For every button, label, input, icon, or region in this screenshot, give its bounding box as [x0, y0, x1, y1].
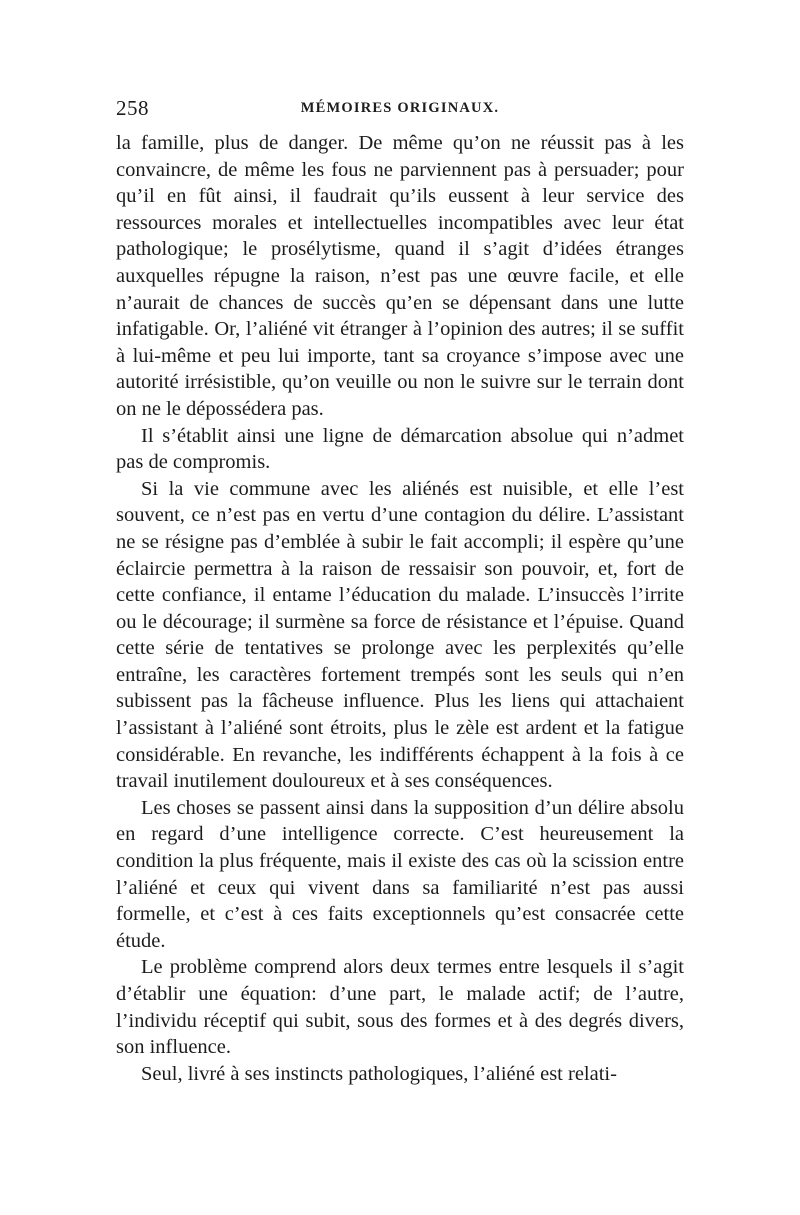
paragraph-demarcation: Il s’établit ainsi une ligne de démarcation absolue qui n’admet pas de compromis. [116, 424, 684, 474]
paragraph-problem: Le problème comprend alors deux termes entre lesquels il s’agit d’établir une équation: d’une part, le malade actif; de l’autre, l’individu réceptif qui subit, sous des formes et à des degrés divers, son influence. [116, 956, 684, 1059]
page-number: 258 [116, 96, 149, 120]
body-text [116, 130, 684, 1087]
paragraph-absolute-delirium: Les choses se passent ainsi dans la supposition d’un délire absolu en regard d’une intelligence correcte. C’est heureusement la condition la plus fréquente, mais il existe des cas où la scission entre l’aliéné et ceux qui vivent dans sa familiarité n’est pas aussi formelle, et c’est à ces faits exceptionnels qu’est consacrée cette étude. [116, 796, 684, 952]
running-head [116, 96, 684, 130]
paragraph-common-life: Si la vie commune avec les aliénés est nuisible, et elle l’est souvent, ce n’est pas en vertu d’une contagion du délire. L’assistant ne se résigne pas d’emblée à subir le fait accompli; il espère qu’une éclaircie permettra à la raison de ressaisir son pouvoir, et, fort de cette confiance, il entame l’éducation du malade. L’insuccès l’irrite ou le décourage; il surmène sa force de résistance et l’épuise. Quand cette série de tentatives se prolonge avec les perplexités qu’elle entraîne, les caractères fortement trempés sont les seuls qui n’en subissent pas la fâcheuse influence. Plus les liens qui attachaient l’assistant à l’aliéné sont étroits, plus le zèle est ardent et la fatigue considérable. En revanche, les indifférents échappent à la fois à ce travail inutilement douloureux et à ses conséquences. [116, 477, 684, 793]
page-content [116, 96, 684, 1087]
paragraph-continuation: la famille, plus de danger. De même qu’on ne réussit pas à les convaincre, de même les fous ne parviennent pas à persuader; pour qu’il en fût ainsi, il faudrait qu’ils eussent à leur service des ressources morales et intellectuelles incompatibles avec leur état pathologique; le prosélytisme, quand il s’agit d’idées étranges auxquelles répugne la raison, n’est pas une œuvre facile, et elle n’aurait de chances de succès qu’en se dépensant dans une lutte infatigable. Or, l’aliéné vit étranger à l’opinion des autres; il se suffit à lui-même et peu lui importe, tant sa croyance s’impose avec une autorité irrésistible, qu’on veuille ou non le suivre sur le terrain dont on ne le dépossédera pas. [116, 132, 684, 420]
running-title: MÉMOIRES ORIGINAUX. [300, 100, 500, 116]
paragraph-alone: Seul, livré à ses instincts pathologiques, l’aliéné est relati- [141, 1062, 617, 1085]
